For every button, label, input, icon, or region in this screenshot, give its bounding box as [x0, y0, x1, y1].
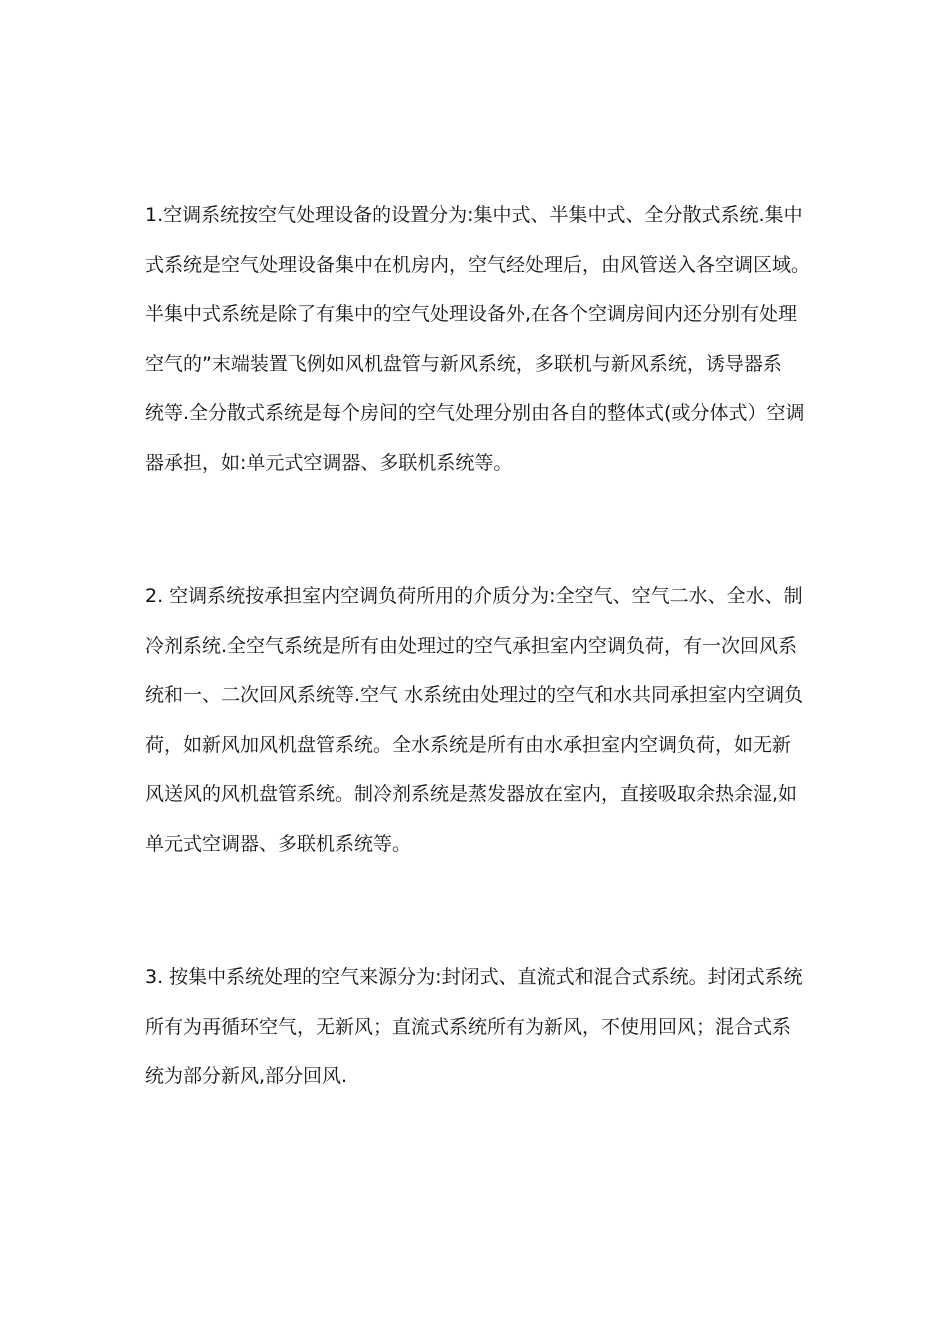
paragraph-3	[145, 953, 813, 1102]
paragraph-1-line-1: 1.空调系统按空气处理设备的设置分为:集中式、半集中式、全分散式系统.集中	[145, 204, 803, 226]
paragraph-2-line-6: 单元式空调器、多联机系统等。	[145, 832, 412, 855]
paragraph-3-line-1: 3. 按集中系统处理的空气来源分为:封闭式、直流式和混合式系统。封闭式系统	[145, 966, 803, 988]
paragraph-2-line-3: 统和一、二次回风系统等.空气 水系统由处理过的空气和水共同承担室内空调负	[145, 684, 804, 707]
paragraph-1-line-5: 统等.全分散式系统是每个房间的空气处理分别由各自的整体式(或分体式）空调	[145, 402, 805, 425]
paragraph-2-line-5: 风送风的风机盘管系统。制冷剂系统是蒸发器放在室内，直接吸取余热余湿,如	[145, 783, 798, 806]
paragraph-1	[145, 191, 813, 489]
paragraph-1-line-6: 器承担，如:单元式空调器、多联机系统等。	[145, 451, 513, 474]
paragraph-1-line-3: 半集中式系统是除了有集中的空气处理设备外,在各个空调房间内还分别有处理	[145, 303, 798, 326]
paragraph-2-line-1: 2. 空调系统按承担室内空调负荷所用的介质分为:全空气、空气二水、全水、制	[145, 585, 803, 607]
paragraph-1-line-2: 式系统是空气处理设备集中在机房内，空气经处理后，由风管送入各空调区域。	[145, 253, 811, 276]
paragraph-3-line-2: 所有为再循环空气，无新风；直流式系统所有为新风，不使用回风；混合式系	[145, 1015, 792, 1038]
paragraph-1-line-4: 空气的”末端装置飞例如风机盘管与新风系统，多联机与新风系统，诱导器系	[145, 352, 782, 375]
paragraph-2-line-4: 荷，如新风加风机盘管系统。全水系统是所有由水承担室内空调负荷，如无新	[145, 733, 792, 756]
paragraph-2-line-2: 冷剂系统.全空气系统是所有由处理过的空气承担室内空调负荷，有一次回风系	[145, 634, 798, 657]
paragraph-2	[145, 572, 813, 870]
paragraph-3-line-3: 统为部分新风,部分回风.	[145, 1065, 348, 1088]
